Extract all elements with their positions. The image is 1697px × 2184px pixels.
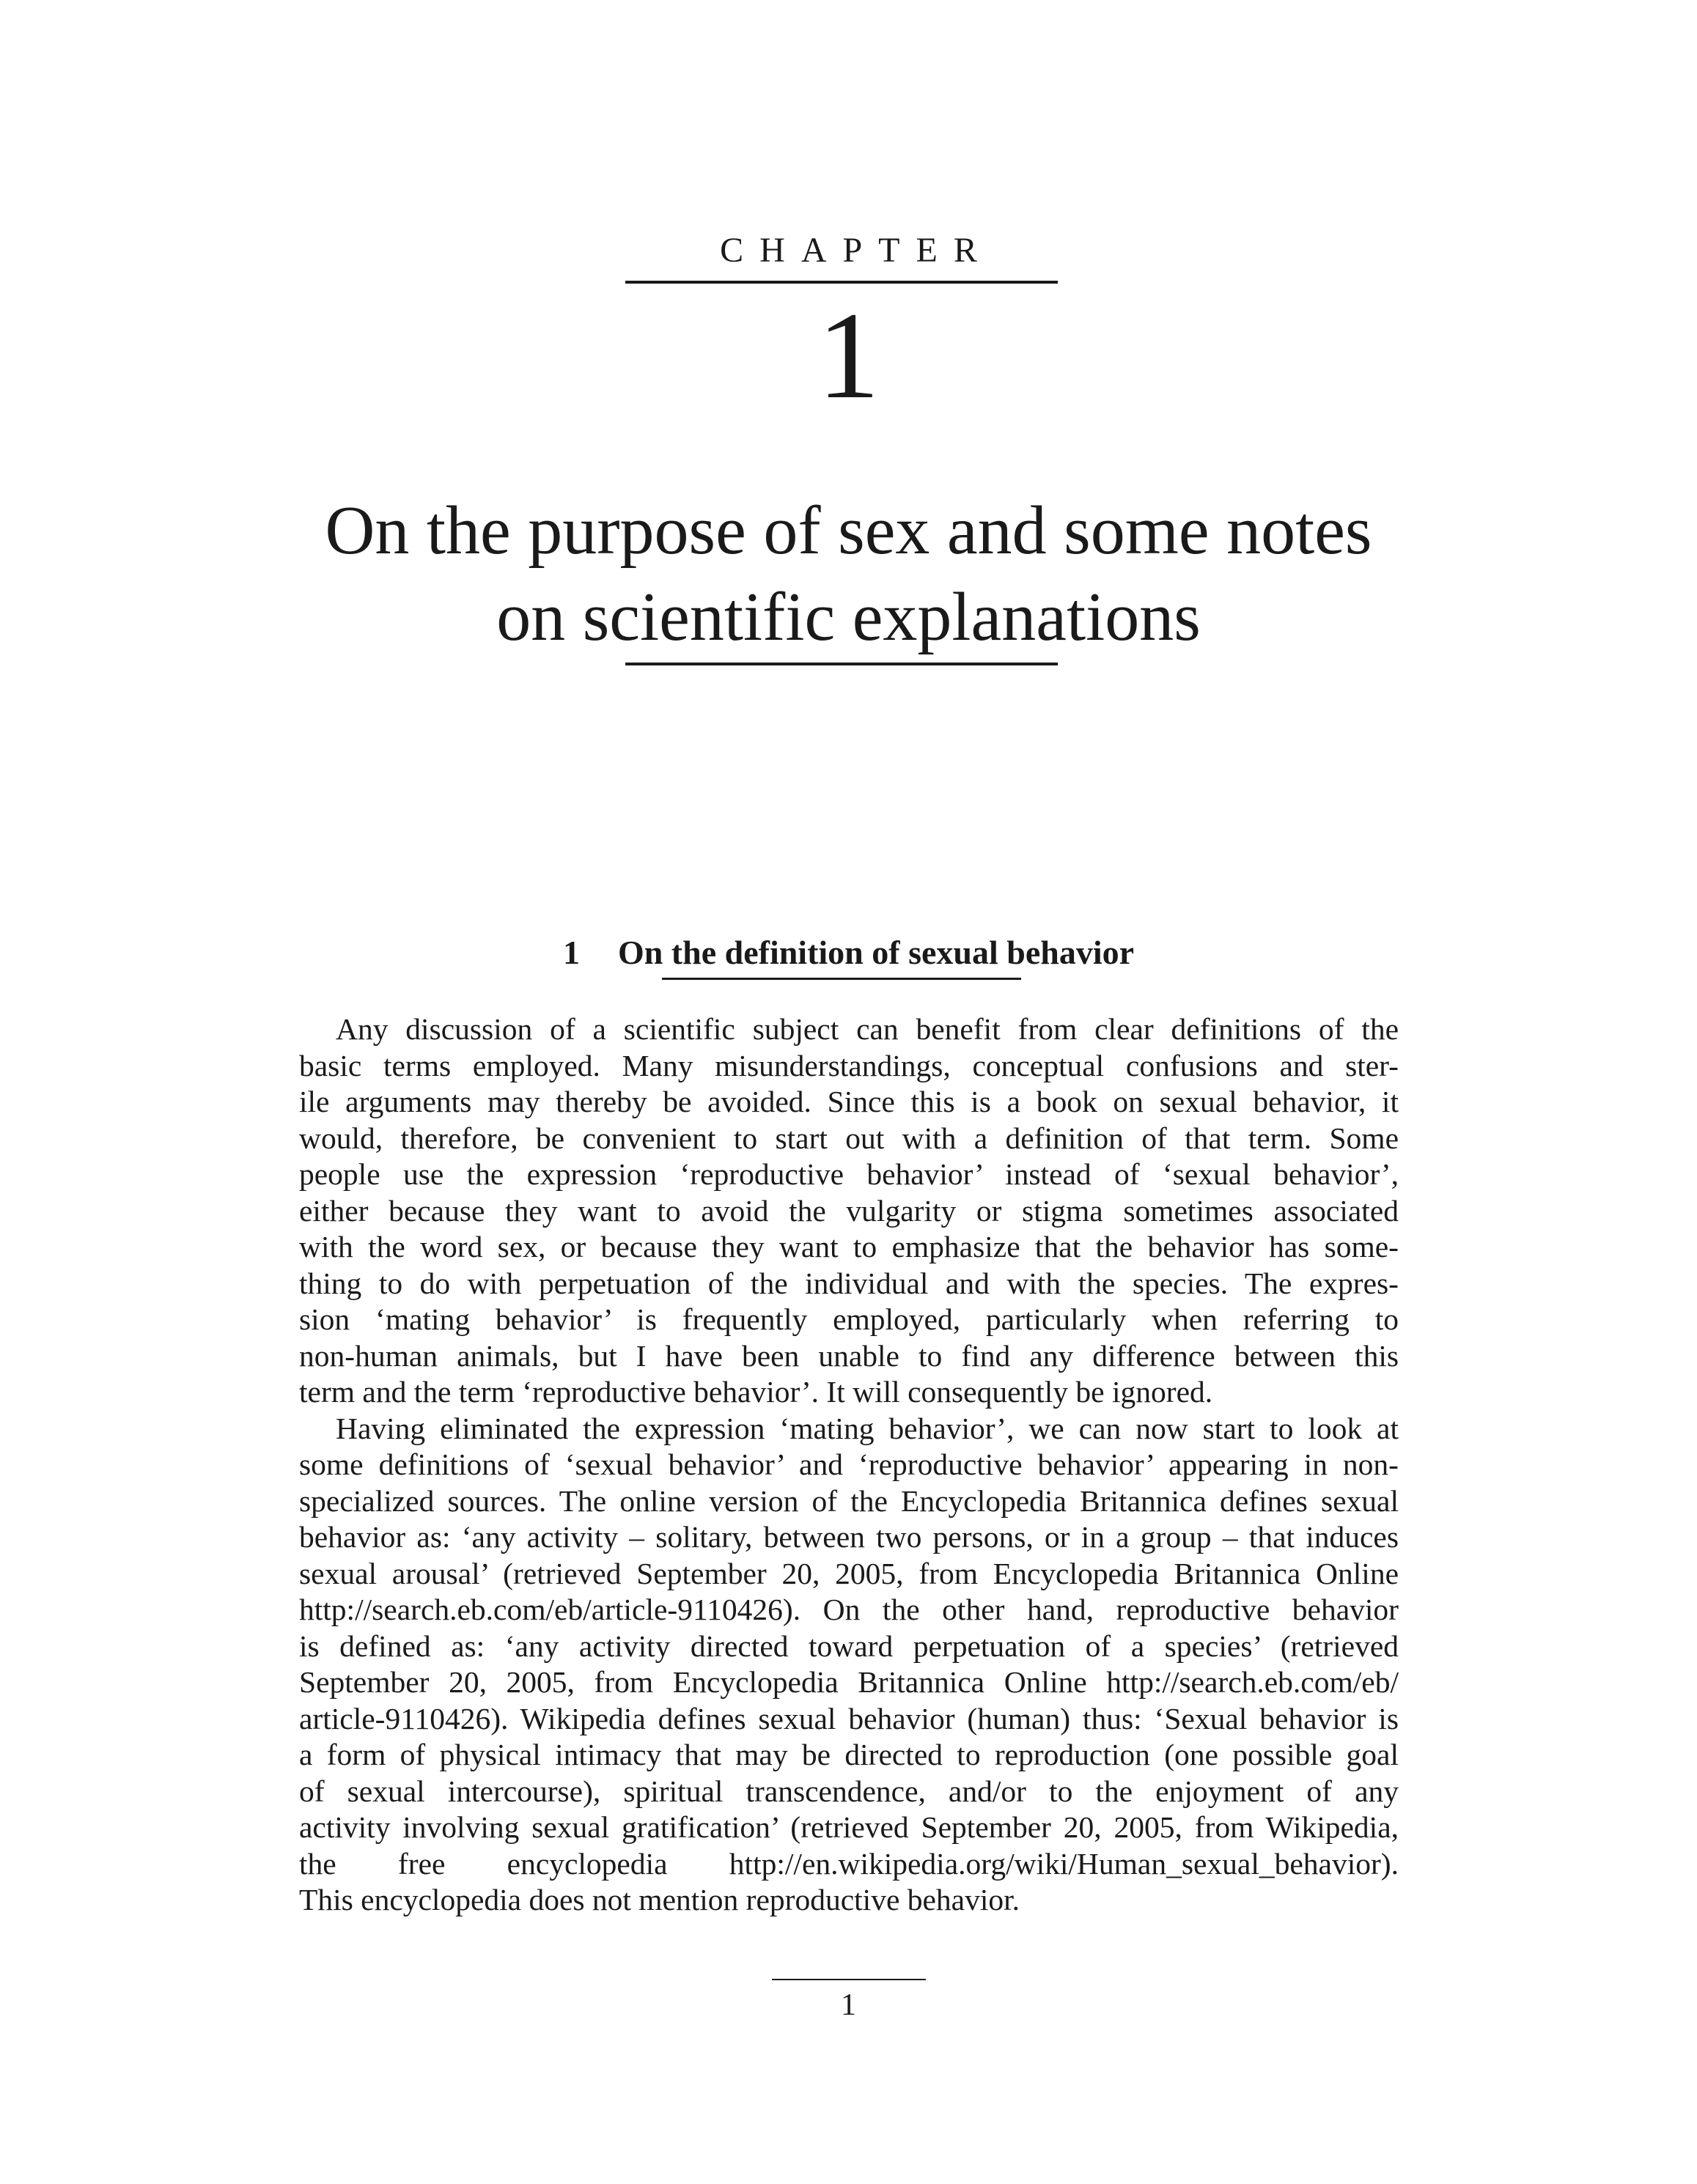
text-line: sion ‘mating behavior’ is frequently employed, particularly when referring to xyxy=(299,1302,1399,1336)
text-line: non-human animals, but I have been unable to find any difference between this xyxy=(299,1338,1399,1373)
chapter-title-line: On the purpose of sex and some notes xyxy=(325,492,1372,569)
chapter-number: 1 xyxy=(817,287,880,424)
chapter-title-line: on scientific explanations xyxy=(496,579,1201,655)
paragraph xyxy=(299,1011,1399,1411)
text-line: some definitions of ‘sexual behavior’ and ‘reproductive behavior’ appearing in non- xyxy=(299,1447,1399,1481)
chapter-title xyxy=(0,487,1697,660)
chapter-title-rule xyxy=(625,663,1058,665)
body-text xyxy=(299,1011,1399,1919)
text-line: of sexual intercourse), spiritual transcendence, and/or to the enjoyment of any xyxy=(299,1774,1399,1808)
text-line: is defined as: ‘any activity directed toward perpetuation of a species’ (retrieved xyxy=(299,1628,1399,1663)
chapter-label: CHAPTER xyxy=(720,231,993,270)
text-line: the free encyclopedia http://en.wikipedia.org/wiki/Human_sexual_behavior). xyxy=(299,1846,1399,1881)
section-heading xyxy=(0,931,1697,975)
text-line: term and the term ‘reproductive behavior’. It will consequently be ignored. xyxy=(299,1375,1213,1409)
text-line: activity involving sexual gratification’ (retrieved September 20, 2005, from Wikipedia, xyxy=(299,1810,1399,1844)
chapter-label-rule xyxy=(625,281,1058,284)
text-line: specialized sources. The online version of the Encyclopedia Britannica defines sexual xyxy=(299,1483,1399,1518)
text-line: September 20, 2005, from Encyclopedia Britannica Online http://search.eb.com/eb/ xyxy=(299,1665,1399,1699)
paragraph xyxy=(299,1411,1399,1919)
text-line: sexual arousal’ (retrieved September 20, 2005, from Encyclopedia Britannica Online xyxy=(299,1556,1399,1590)
text-line: either because they want to avoid the vulgarity or stigma sometimes associated xyxy=(299,1193,1399,1228)
text-line: basic terms employed. Many misunderstandings, conceptual confusions and ster- xyxy=(299,1048,1399,1082)
text-line: http://search.eb.com/eb/article-9110426). On the other hand, reproductive behavior xyxy=(299,1593,1399,1626)
section-number: 1 xyxy=(562,934,580,971)
text-line: people use the expression ‘reproductive behavior’ instead of ‘sexual behavior’, xyxy=(299,1157,1399,1191)
text-line: Any discussion of a scientific subject can benefit from clear definitions of the xyxy=(336,1012,1399,1046)
text-line: behavior as: ‘any activity – solitary, between two persons, or in a group – that induces xyxy=(299,1520,1399,1554)
text-line: ile arguments may thereby be avoided. Since this is a book on sexual behavior, it xyxy=(299,1085,1399,1118)
text-line: a form of physical intimacy that may be directed to reproduction (one possible goal xyxy=(299,1738,1399,1771)
text-line: thing to do with perpetuation of the individual and with the species. The expres- xyxy=(299,1266,1399,1300)
text-line: Having eliminated the expression ‘mating behavior’, we can now start to look at xyxy=(336,1411,1399,1445)
section-heading-rule xyxy=(662,978,1021,980)
section-title: On the definition of sexual behavior xyxy=(617,934,1135,971)
page-number: 1 xyxy=(841,1988,856,2022)
text-line: would, therefore, be convenient to start out with a definition of that term. Some xyxy=(299,1121,1399,1155)
text-line: article-9110426). Wikipedia defines sexual behavior (human) thus: ‘Sexual behavior is xyxy=(299,1701,1399,1735)
text-line: This encyclopedia does not mention reproductive behavior. xyxy=(299,1883,1020,1916)
text-line: with the word sex, or because they want to emphasize that the behavior has some- xyxy=(299,1230,1399,1263)
page-number-rule xyxy=(772,1979,926,1980)
